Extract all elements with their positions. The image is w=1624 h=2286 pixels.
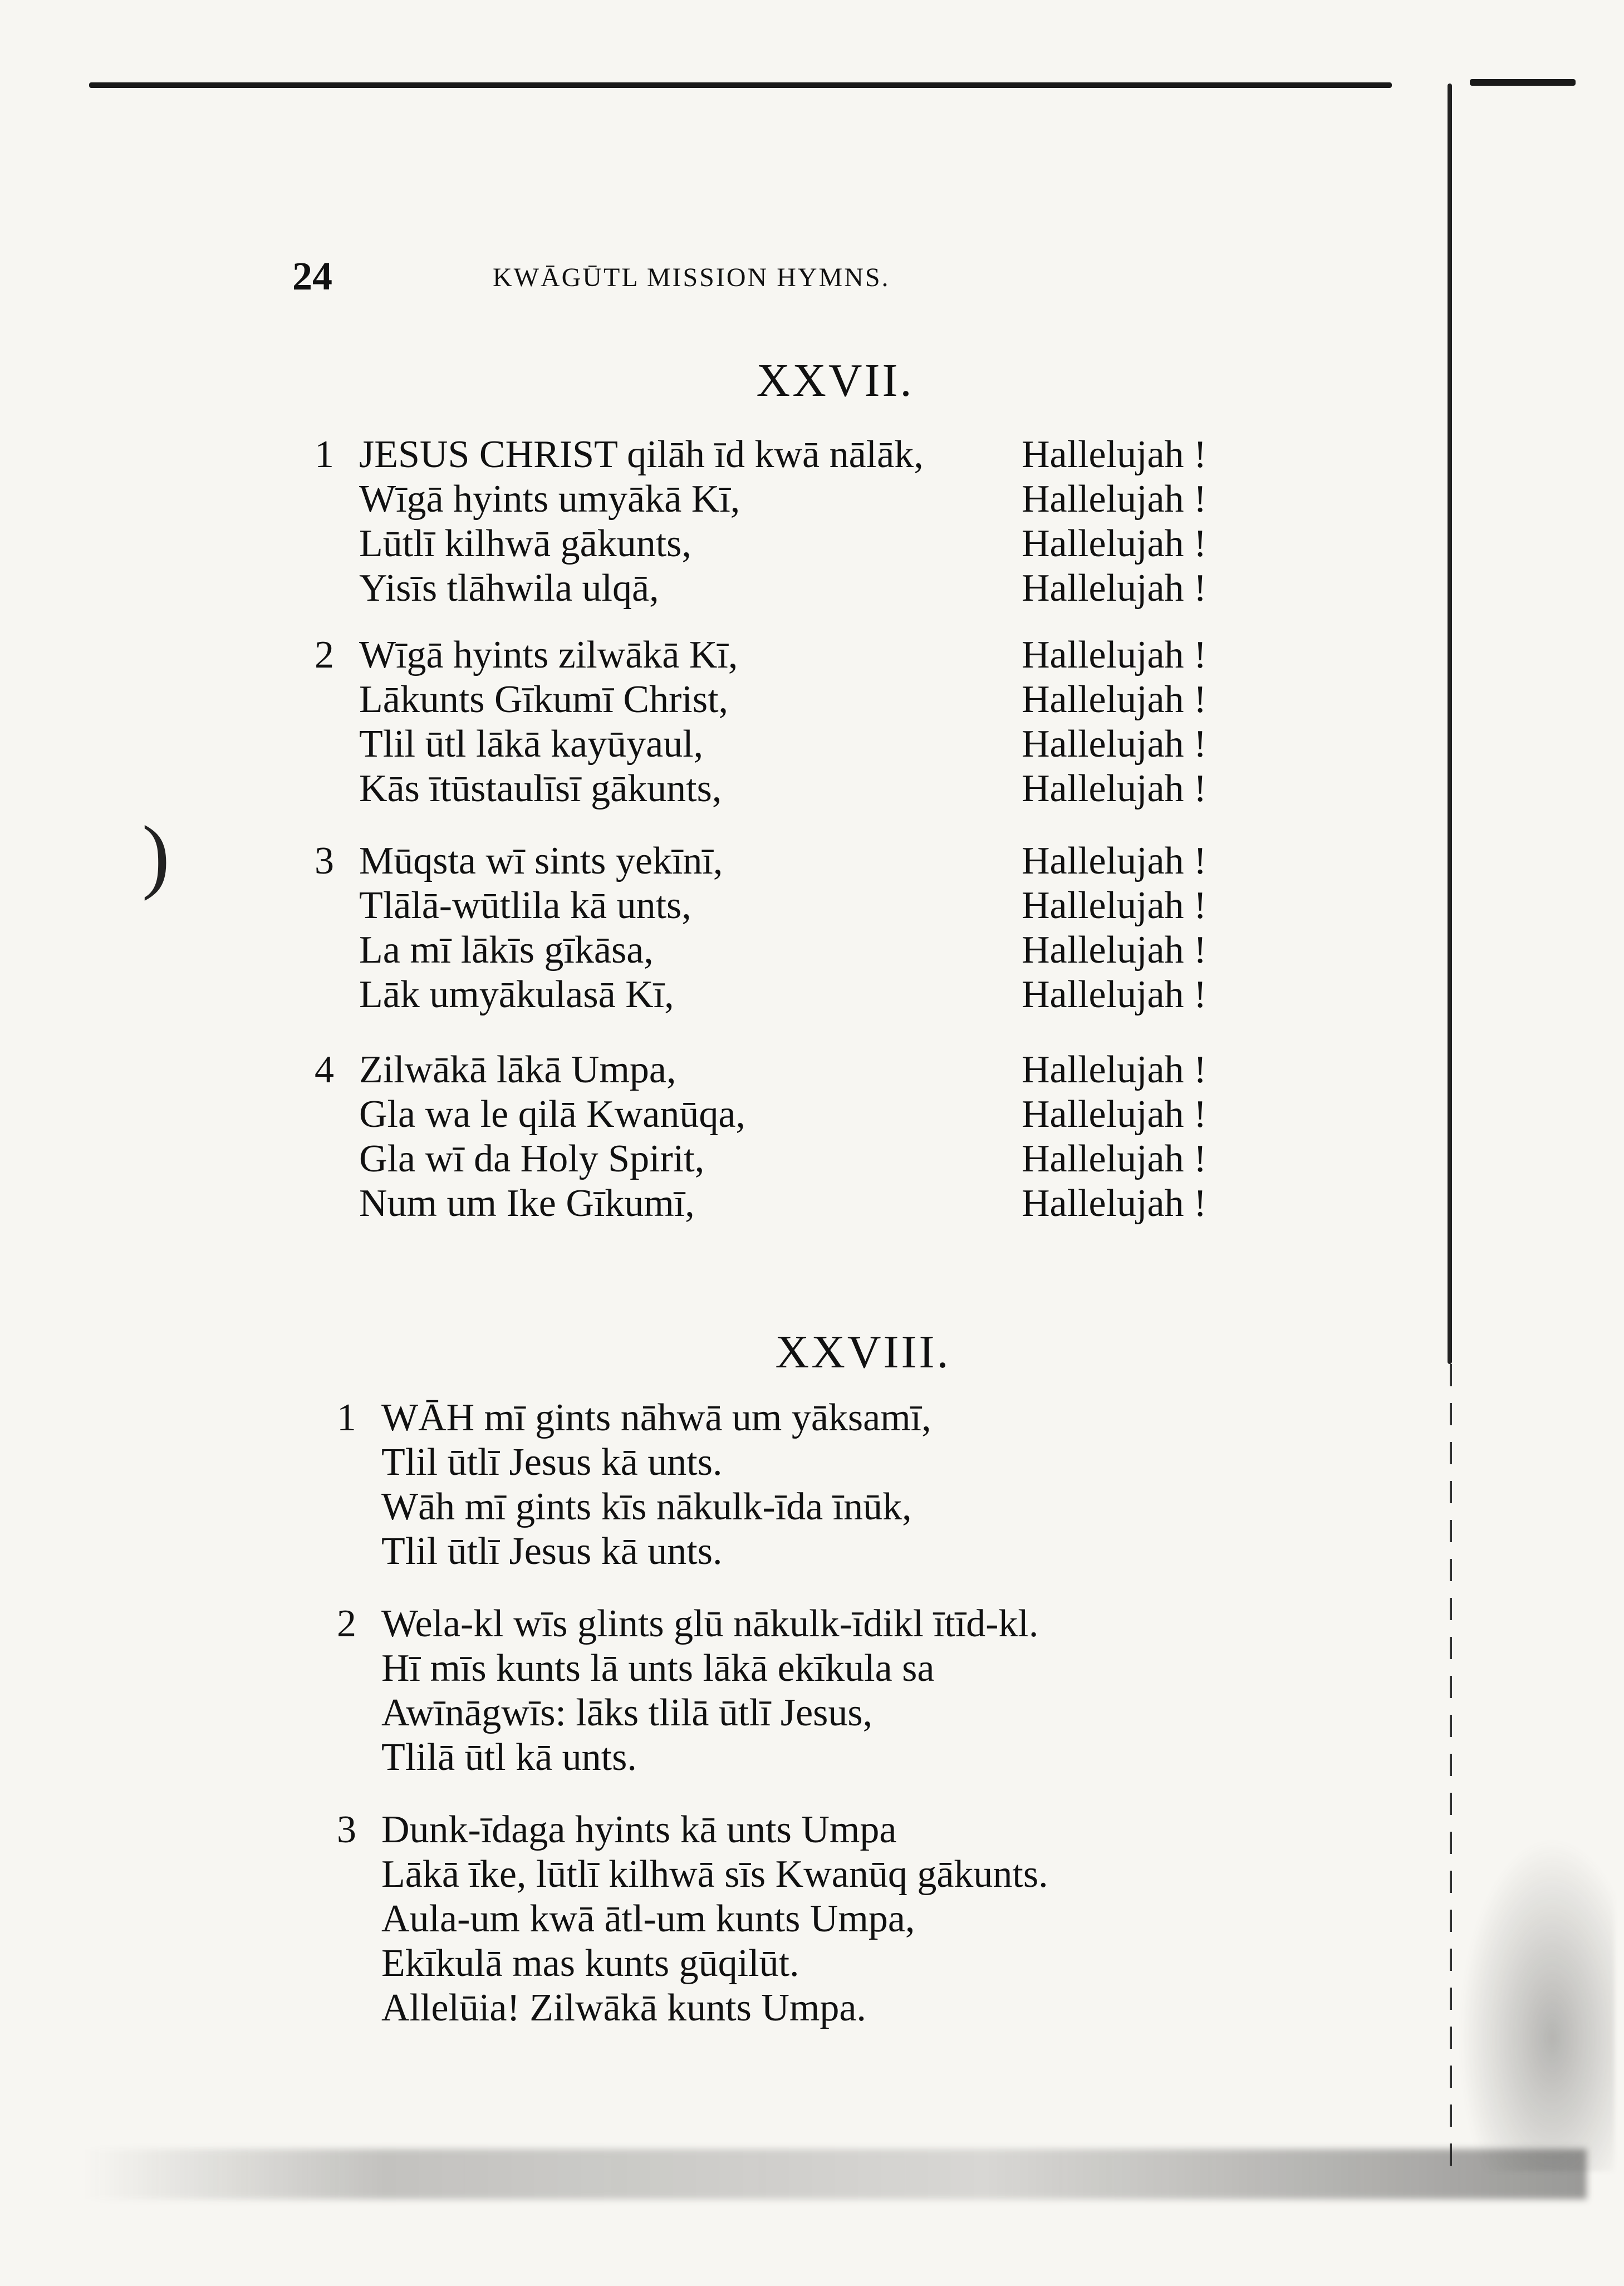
refrain: Hallelujah ! bbox=[1022, 478, 1207, 521]
refrain: Hallelujah ! bbox=[1022, 678, 1207, 721]
verse-number: 2 bbox=[337, 1602, 356, 1645]
verse-text: Lūtlī kilhwā gākunts, bbox=[359, 522, 691, 565]
top-edge-rule-right bbox=[1470, 79, 1576, 86]
verse-text: Yisīs tlāhwila ulqā, bbox=[359, 567, 659, 610]
verse-text: Wāh mī gints kīs nākulk-īda īnūk, bbox=[381, 1485, 912, 1528]
verse-text: Aula-um kwā ātl-um kunts Umpa, bbox=[381, 1897, 915, 1940]
refrain: Hallelujah ! bbox=[1022, 634, 1207, 676]
verse-text: Hī mīs kunts lā unts lākā ekīkula sa bbox=[381, 1647, 935, 1690]
verse-text: Lākā īke, lūtlī kilhwā sīs Kwanūq gākunts. bbox=[381, 1853, 1048, 1896]
refrain: Hallelujah ! bbox=[1022, 433, 1207, 476]
refrain: Hallelujah ! bbox=[1022, 1182, 1207, 1225]
verse-number: 2 bbox=[315, 634, 334, 676]
verse-text: Allelūia! Zilwākā kunts Umpa. bbox=[381, 1986, 866, 2029]
right-page-edge bbox=[1448, 84, 1452, 1364]
book-title: KWĀGŪTL MISSION HYMNS. bbox=[493, 263, 890, 292]
refrain: Hallelujah ! bbox=[1022, 929, 1207, 972]
verse-number: 4 bbox=[315, 1048, 334, 1091]
verse-text: Lāk umyākulasā Kī, bbox=[359, 973, 674, 1016]
page-number: 24 bbox=[292, 254, 332, 298]
right-page-edge-lower bbox=[1450, 1364, 1452, 2171]
verse-text: WĀH mī gints nāhwā um yāksamī, bbox=[381, 1396, 931, 1439]
verse-text: Tlil ūtl lākā kayūyaul, bbox=[359, 723, 704, 766]
running-header bbox=[292, 253, 1294, 303]
bottom-scan-shadow bbox=[84, 2149, 1587, 2199]
top-edge-rule bbox=[89, 82, 1392, 88]
refrain: Hallelujah ! bbox=[1022, 1048, 1207, 1091]
verse-number: 3 bbox=[315, 840, 334, 882]
refrain: Hallelujah ! bbox=[1022, 884, 1207, 927]
verse-text: Dunk-īdaga hyints kā unts Umpa bbox=[381, 1808, 897, 1851]
refrain: Hallelujah ! bbox=[1022, 1137, 1207, 1180]
verse-text: Wela-kl wīs glints glū nākulk-īdikl ītīd-kl. bbox=[381, 1602, 1039, 1645]
verse-text: Tlālā-wūtlila kā unts, bbox=[359, 884, 691, 927]
verse-text: Wīgā hyints umyākā Kī, bbox=[359, 478, 740, 521]
verse-text: Tlil ūtlī Jesus kā unts. bbox=[381, 1530, 723, 1573]
verse-number: 1 bbox=[315, 433, 334, 476]
verse-number: 3 bbox=[337, 1808, 356, 1851]
refrain: Hallelujah ! bbox=[1022, 840, 1207, 882]
refrain: Hallelujah ! bbox=[1022, 973, 1207, 1016]
verse-text: Wīgā hyints zilwākā Kī, bbox=[359, 634, 738, 676]
hymn-number-27: XXVII. bbox=[756, 355, 914, 406]
verse-number: 1 bbox=[337, 1396, 356, 1439]
verse-text: Num um Ike Gīkumī, bbox=[359, 1182, 695, 1225]
scan-noise bbox=[1459, 1837, 1615, 2171]
margin-mark: ) bbox=[142, 809, 170, 901]
refrain: Hallelujah ! bbox=[1022, 567, 1207, 610]
verse-text: Lākunts Gīkumī Christ, bbox=[359, 678, 729, 721]
verse-text: JESUS CHRIST qilāh īd kwā nālāk, bbox=[359, 433, 924, 476]
hymn-number-28: XXVIII. bbox=[775, 1326, 951, 1378]
verse-text: Kās ītūstaulīsī gākunts, bbox=[359, 767, 722, 810]
verse-text: Awīnāgwīs: lāks tlilā ūtlī Jesus, bbox=[381, 1691, 873, 1734]
refrain: Hallelujah ! bbox=[1022, 522, 1207, 565]
refrain: Hallelujah ! bbox=[1022, 723, 1207, 766]
verse-text: Tlil ūtlī Jesus kā unts. bbox=[381, 1441, 723, 1484]
verse-text: Zilwākā lākā Umpa, bbox=[359, 1048, 676, 1091]
verse-text: Gla wa le qilā Kwanūqa, bbox=[359, 1093, 745, 1136]
verse-text: Mūqsta wī sints yekīnī, bbox=[359, 840, 723, 882]
verse-text: La mī lākīs gīkāsa, bbox=[359, 929, 654, 972]
verse-text: Tlilā ūtl kā unts. bbox=[381, 1736, 637, 1779]
refrain: Hallelujah ! bbox=[1022, 1093, 1207, 1136]
refrain: Hallelujah ! bbox=[1022, 767, 1207, 810]
verse-text: Ekīkulā mas kunts gūqilūt. bbox=[381, 1942, 799, 1985]
verse-text: Gla wī da Holy Spirit, bbox=[359, 1137, 705, 1180]
